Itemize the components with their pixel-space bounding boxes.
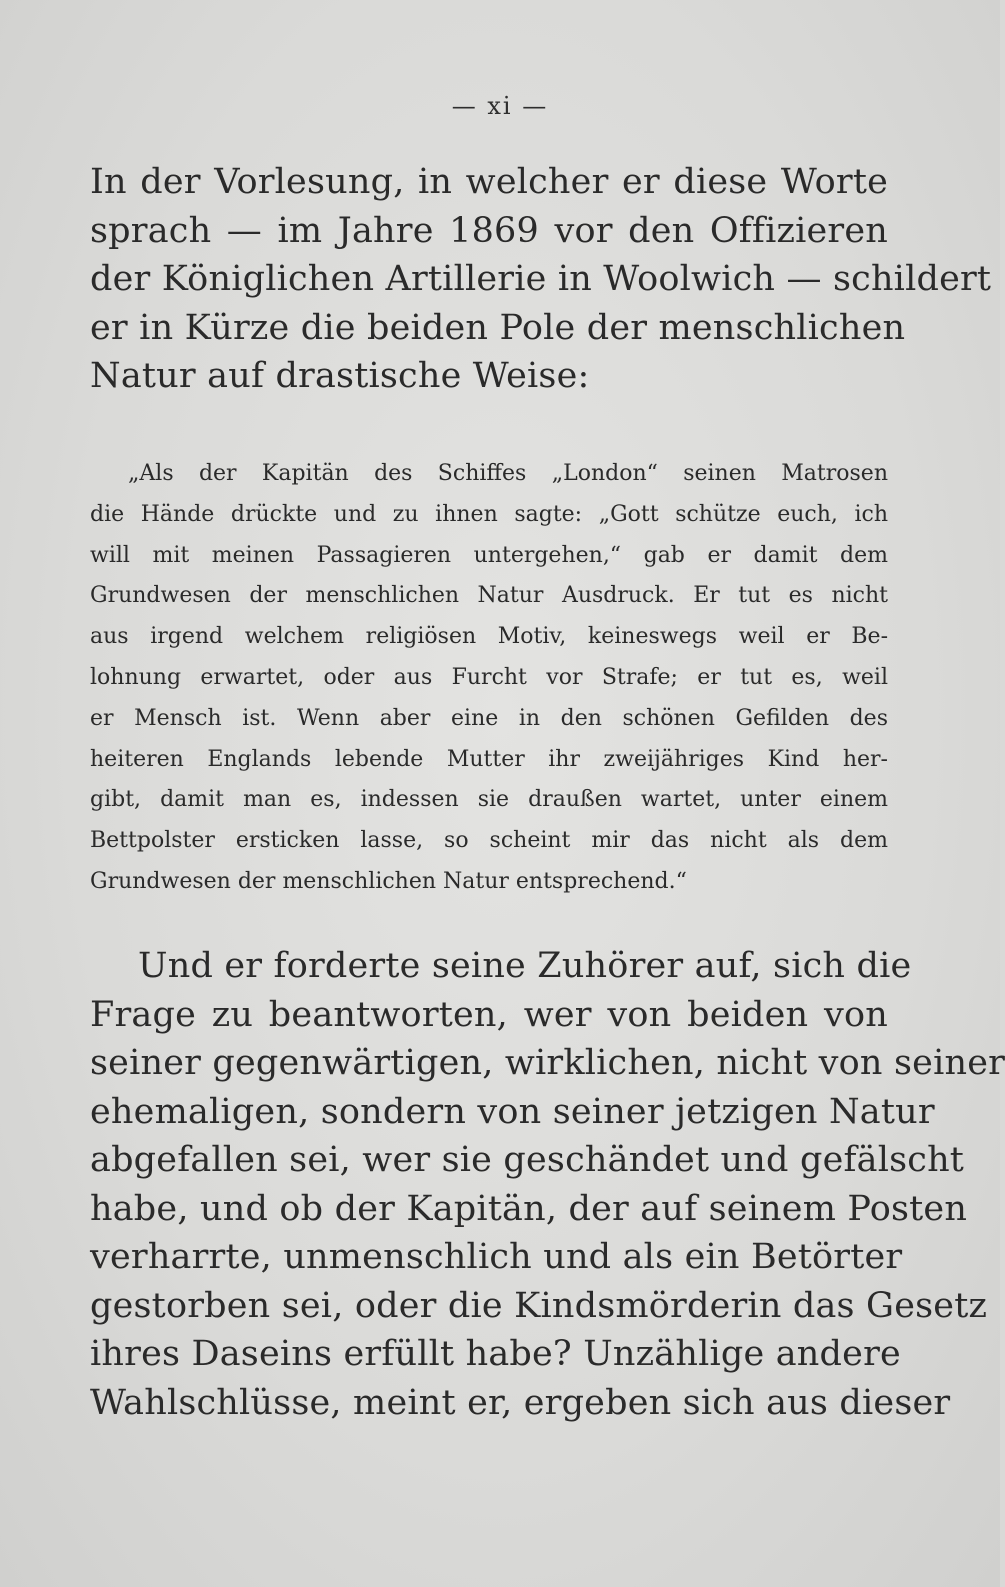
- text-line: habe, und ob der Kapitän, der auf seinem Posten: [90, 1188, 968, 1229]
- paragraph-intro: [90, 158, 992, 401]
- text-line: er in Kürze die beiden Pole der menschlichen: [90, 307, 906, 348]
- text-line: In der Vorlesung, in welcher er diese Worte: [90, 162, 888, 202]
- text-line: Und er forderte seine Zuhörer auf, sich die: [138, 946, 912, 986]
- quote-line: lohnung erwartet, oder aus Furcht vor Strafe; er tut es, weil: [90, 664, 888, 690]
- paragraph-main: [90, 942, 1005, 1427]
- quote-line: Grundwesen der menschlichen Natur Ausdruck. Er tut es nicht: [90, 583, 888, 609]
- quote-line: Grundwesen der menschlichen Natur entsprechend.“: [90, 868, 687, 894]
- text-line: der Königlichen Artillerie in Woolwich — schildert: [90, 259, 992, 299]
- text-line: abgefallen sei, wer sie geschändet und gefälscht: [90, 1140, 965, 1180]
- text-line: ihres Daseins erfüllt habe? Unzählige andere: [90, 1334, 901, 1374]
- page-number: — xi —: [451, 92, 549, 120]
- quote-line: heiteren Englands lebende Mutter ihr zweijähriges Kind her-: [90, 746, 888, 772]
- block-quote: [90, 454, 888, 903]
- quote-line: die Hände drückte und zu ihnen sagte: „Gott schütze euch, ich: [90, 501, 888, 527]
- quote-line: er Mensch ist. Wenn aber eine in den schönen Gefilden des: [90, 705, 888, 731]
- text-line: seiner gegenwärtigen, wirklichen, nicht von seiner: [90, 1043, 1005, 1083]
- text-line: Wahlschlüsse, meint er, ergeben sich aus dieser: [90, 1382, 951, 1423]
- quote-line: gibt, damit man es, indessen sie draußen wartet, unter einem: [90, 787, 888, 813]
- text-line: Frage zu beantworten, wer von beiden von: [90, 994, 888, 1035]
- quote-line: Bettpolster ersticken lasse, so scheint mir das nicht als dem: [90, 828, 888, 854]
- text-line: Natur auf drastische Weise:: [90, 356, 590, 396]
- text-line: ehemaligen, sondern von seiner jetzigen Natur: [90, 1091, 935, 1132]
- text-line: sprach — im Jahre 1869 vor den Offizieren: [90, 210, 888, 251]
- text-line: verharrte, unmenschlich und als ein Betörter: [90, 1237, 903, 1277]
- quote-line: aus irgend welchem religiösen Motiv, keineswegs weil er Be-: [90, 624, 888, 650]
- quote-line: will mit meinen Passagieren untergehen,“ gab er damit dem: [90, 542, 888, 568]
- quote-line: „Als der Kapitän des Schiffes „London“ seinen Matrosen: [128, 461, 888, 486]
- text-line: gestorben sei, oder die Kindsmörderin das Gesetz: [90, 1285, 988, 1326]
